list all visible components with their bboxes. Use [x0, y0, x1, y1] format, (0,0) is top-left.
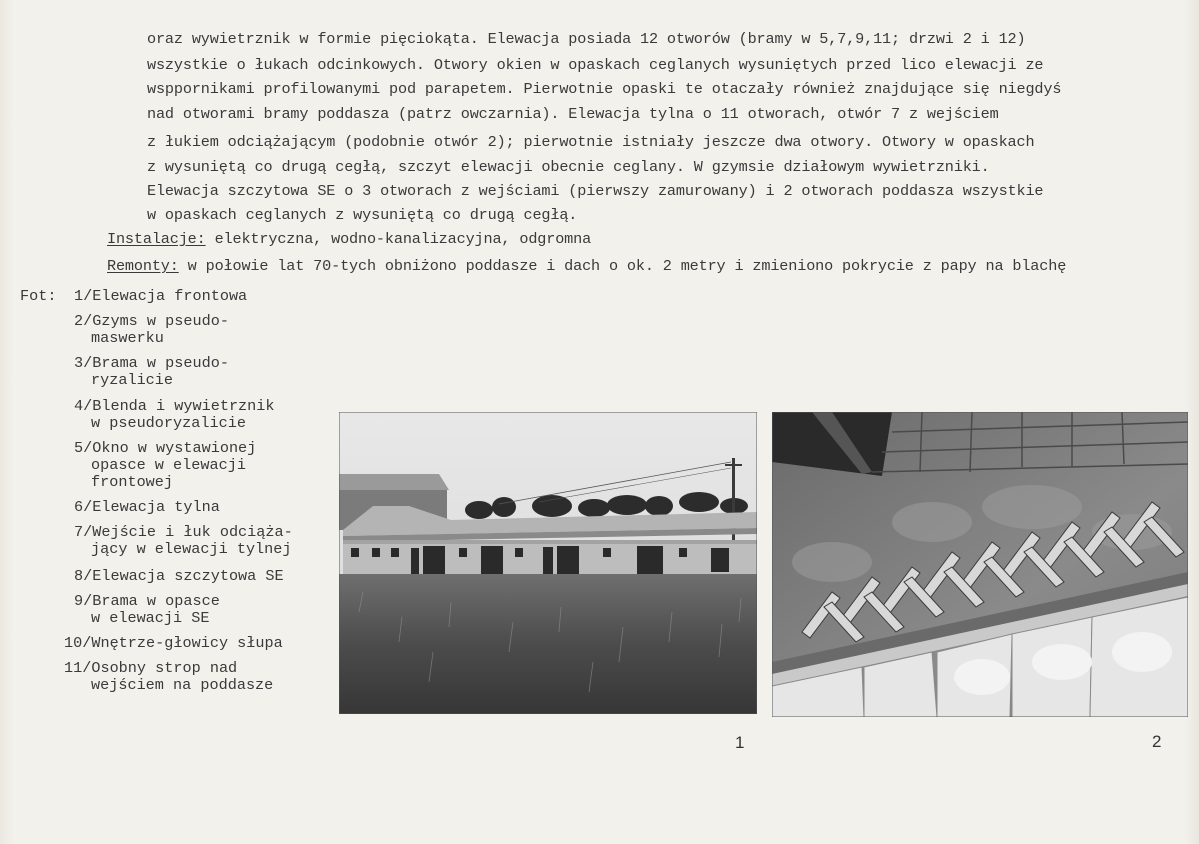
photo-front-elevation	[339, 412, 757, 714]
caption-line: opasce w elewacji	[91, 456, 246, 474]
caption-line: 8/Elewacja szczytowa SE	[74, 567, 284, 585]
body-line: Elewacja szczytowa SE o 3 otworach z wejściami (pierwszy zamurowany) i 2 otworach poddasza wszystkie	[147, 182, 1044, 200]
body-line: nad otworami bramy poddasza (patrz owczarnia). Elewacja tylna o 11 otworach, otwór 7 z wejściem	[147, 105, 999, 123]
caption-line: 6/Elewacja tylna	[74, 498, 220, 516]
remonty-label: Remonty:	[107, 257, 179, 275]
body-line: wszystkie o łukach odcinkowych. Otwory okien w opaskach ceglanych wysuniętych przed lico elewacji ze	[147, 56, 1044, 74]
body-line: z łukiem odciążającym (podobnie otwór 2); pierwotnie istniały jeszcze dwa otwory. Otwory w opaskach	[147, 133, 1035, 151]
caption-line: 7/Wejście i łuk odciąża-	[74, 523, 293, 541]
caption-line: frontowej	[91, 473, 174, 491]
body-line: wsppornikami profilowanymi pod parapetem. Pierwotnie opaski te otaczały również znajdujące się niegdyś	[147, 80, 1062, 98]
fot-label: Fot:	[20, 287, 57, 305]
remonty-text: w połowie lat 70-tych obniżono poddasze i dach o ok. 2 metry i zmieniono pokrycie z papy na blachę	[178, 257, 1067, 275]
photo-cornice-detail	[772, 412, 1188, 717]
caption-line: jący w elewacji tylnej	[91, 540, 292, 558]
photo-number-1: 1	[735, 733, 745, 752]
caption-line: 10/Wnętrze-głowicy słupa	[64, 634, 283, 652]
caption-line: maswerku	[91, 329, 164, 347]
caption-line: 11/Osobny strop nad	[64, 659, 238, 677]
caption-line: 3/Brama w pseudo-	[74, 354, 229, 372]
body-line: w opaskach ceglanych z wysuniętą co drugą cegłą.	[147, 206, 578, 224]
caption-line: 1/Elewacja frontowa	[74, 287, 248, 305]
instalacje-text: elektryczna, wodno-kanalizacyjna, odgromna	[205, 230, 592, 248]
photo-number-2: 2	[1152, 732, 1162, 751]
body-line: oraz wywietrznik w formie pięciokąta. Elewacja posiada 12 otworów (bramy w 5,7,9,11; drzwi 2 i 12)	[147, 30, 1026, 48]
caption-line: w elewacji SE	[91, 609, 210, 627]
caption-line: 9/Brama w opasce	[74, 592, 220, 610]
instalacje-line	[107, 230, 591, 248]
caption-line: 4/Blenda i wywietrznik	[74, 397, 275, 415]
caption-line: 2/Gzyms w pseudo-	[74, 312, 229, 330]
caption-line: wejściem na poddasze	[91, 676, 274, 694]
remonty-line	[107, 257, 1066, 275]
caption-line: ryzalicie	[91, 371, 174, 389]
body-line: z wysuniętą co drugą cegłą, szczyt elewacji obecnie ceglany. W gzymsie działowym wywietrzniki.	[147, 158, 990, 176]
caption-line: w pseudoryzalicie	[91, 414, 246, 432]
instalacje-label: Instalacje:	[107, 230, 206, 248]
caption-line: 5/Okno w wystawionej	[74, 439, 257, 457]
